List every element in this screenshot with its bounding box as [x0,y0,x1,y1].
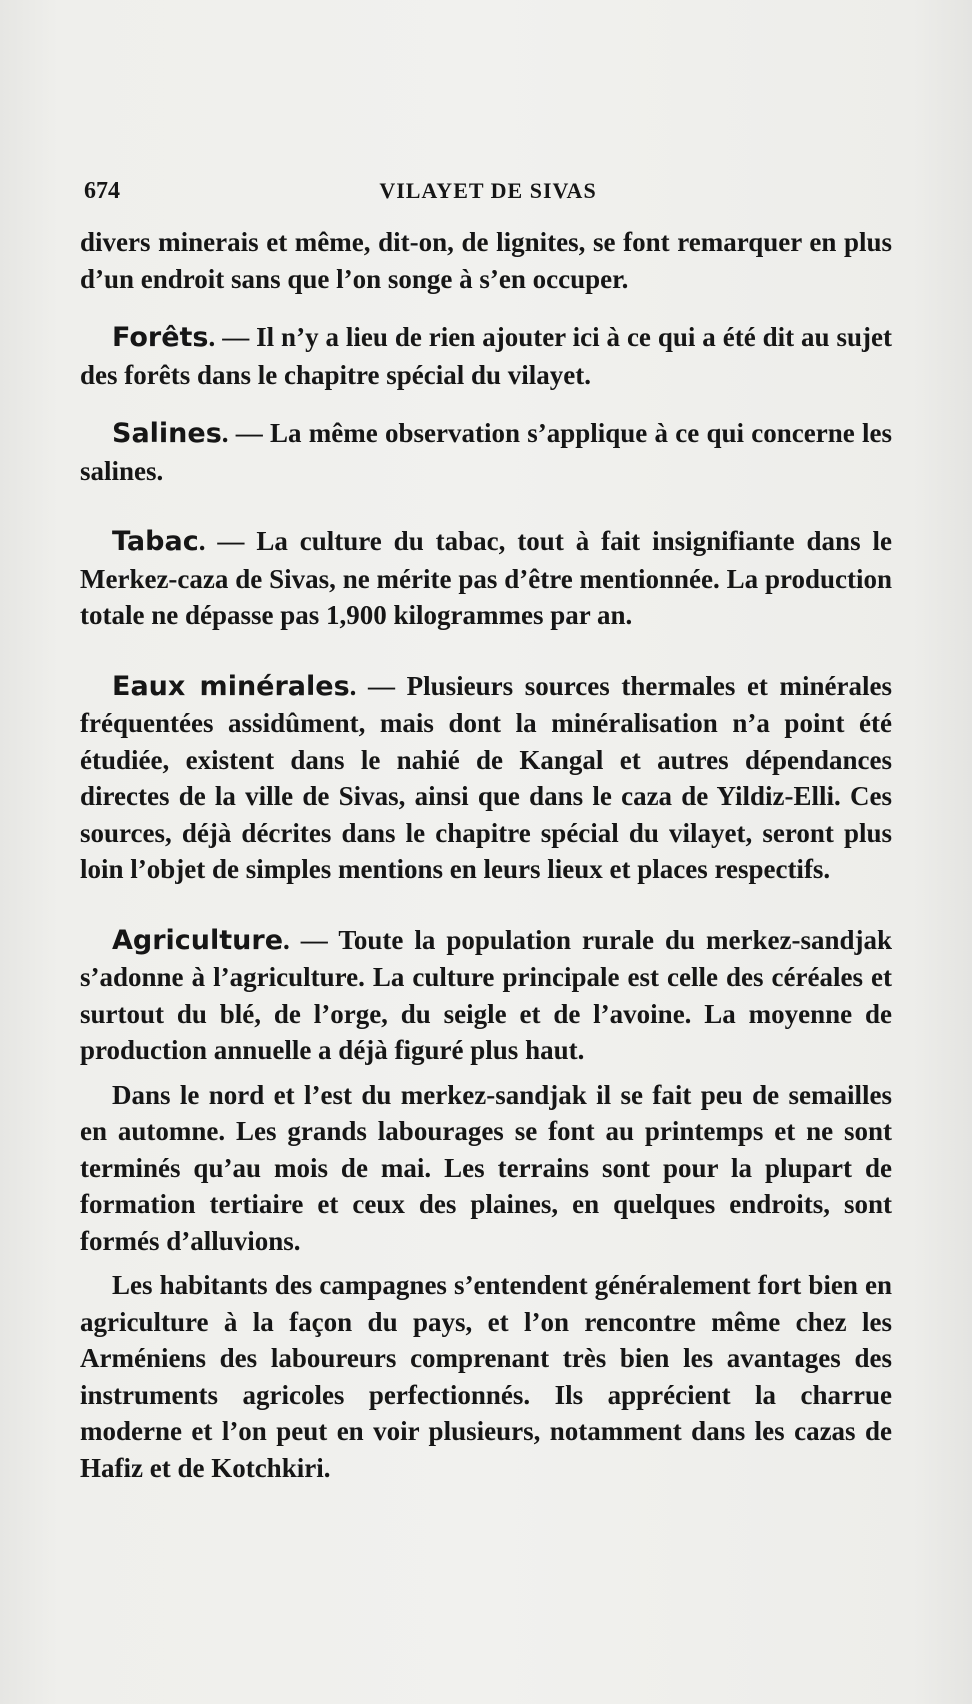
paragraph-tabac [80,523,892,634]
body-text [80,224,892,1486]
paragraph-text: divers minerais et même, dit-on, de lignites, se font remarquer en plus d’un endroit sans que l’on songe à s’en occuper. [80,227,892,294]
paragraph-text: . — La culture du tabac, tout à fait insignifiante dans le Merkez-caza de Sivas, ne mérite pas d’être mentionnée. La production totale ne dépasse pas 1,900 kilogrammes par an. [80,526,892,630]
section-heading-forets: Forêts [112,322,209,353]
paragraph-habitants [80,1267,892,1486]
page-header [84,178,892,214]
paragraph-forets [80,319,892,393]
paragraph-semailles [80,1077,892,1260]
paragraph-text: Dans le nord et l’est du merkez-sandjak il se fait peu de semailles en automne. Les grands labourages se font au printemps et ne sont terminés qu’au mois de mai. Les terrains sont pour la plupart de formation tertiaire et ceux des plaines, en quelques endroits, sont formés d’alluvions. [80,1079,892,1256]
paragraph-eaux-minerales [80,668,892,888]
page-number: 674 [84,178,120,204]
paragraph-agriculture [80,922,892,1069]
paragraph-text: . — Toute la population rurale du merkez-sandjak s’adonne à l’agriculture. La culture principale est celle des céréales et surtout du blé, de l’orge, du seigle et de l’avoine. La moyenne de production annuelle a déjà figuré plus haut. [80,924,892,1065]
paragraph-text: . — Plusieurs sources thermales et minérales fréquentées assidûment, mais dont la minéralisation n’a point été étudiée, existent dans le nahié de Kangal et autres dépendances directes de la ville de Sivas, ainsi que dans le caza de Yildiz-Elli. Ces sources, déjà décrites dans le chapitre spécial du vilayet, seront plus loin l’objet de simples mentions en leurs lieux et places respectifs. [80,670,892,884]
running-title: VILAYET DE SIVAS [379,178,597,203]
section-heading-tabac: Tabac [112,526,199,557]
section-heading-salines: Salines [112,418,222,449]
section-heading-eaux-minerales: Eaux minérales [112,670,350,702]
paragraph-salines [80,415,892,489]
paragraph-text: Les habitants des campagnes s’entendent généralement fort bien en agriculture à la façon du pays, et l’on rencontre même chez les Arméniens des laboureurs comprenant très bien les avantages des instruments agricoles perfectionnés. Ils apprécient la charrue moderne et l’on peut en voir plusieurs, notamment dans les cazas de Hafiz et de Kotchkiri. [80,1270,892,1483]
paragraph-continuation [80,224,892,297]
paragraph-text: . — Il n’y a lieu de rien ajouter ici à ce qui a été dit au sujet des forêts dans le chapitre spécial du vilayet. [80,322,892,390]
section-heading-agriculture: Agriculture [112,924,284,956]
paragraph-text: . — La même observation s’applique à ce qui concerne les salines. [80,418,892,486]
